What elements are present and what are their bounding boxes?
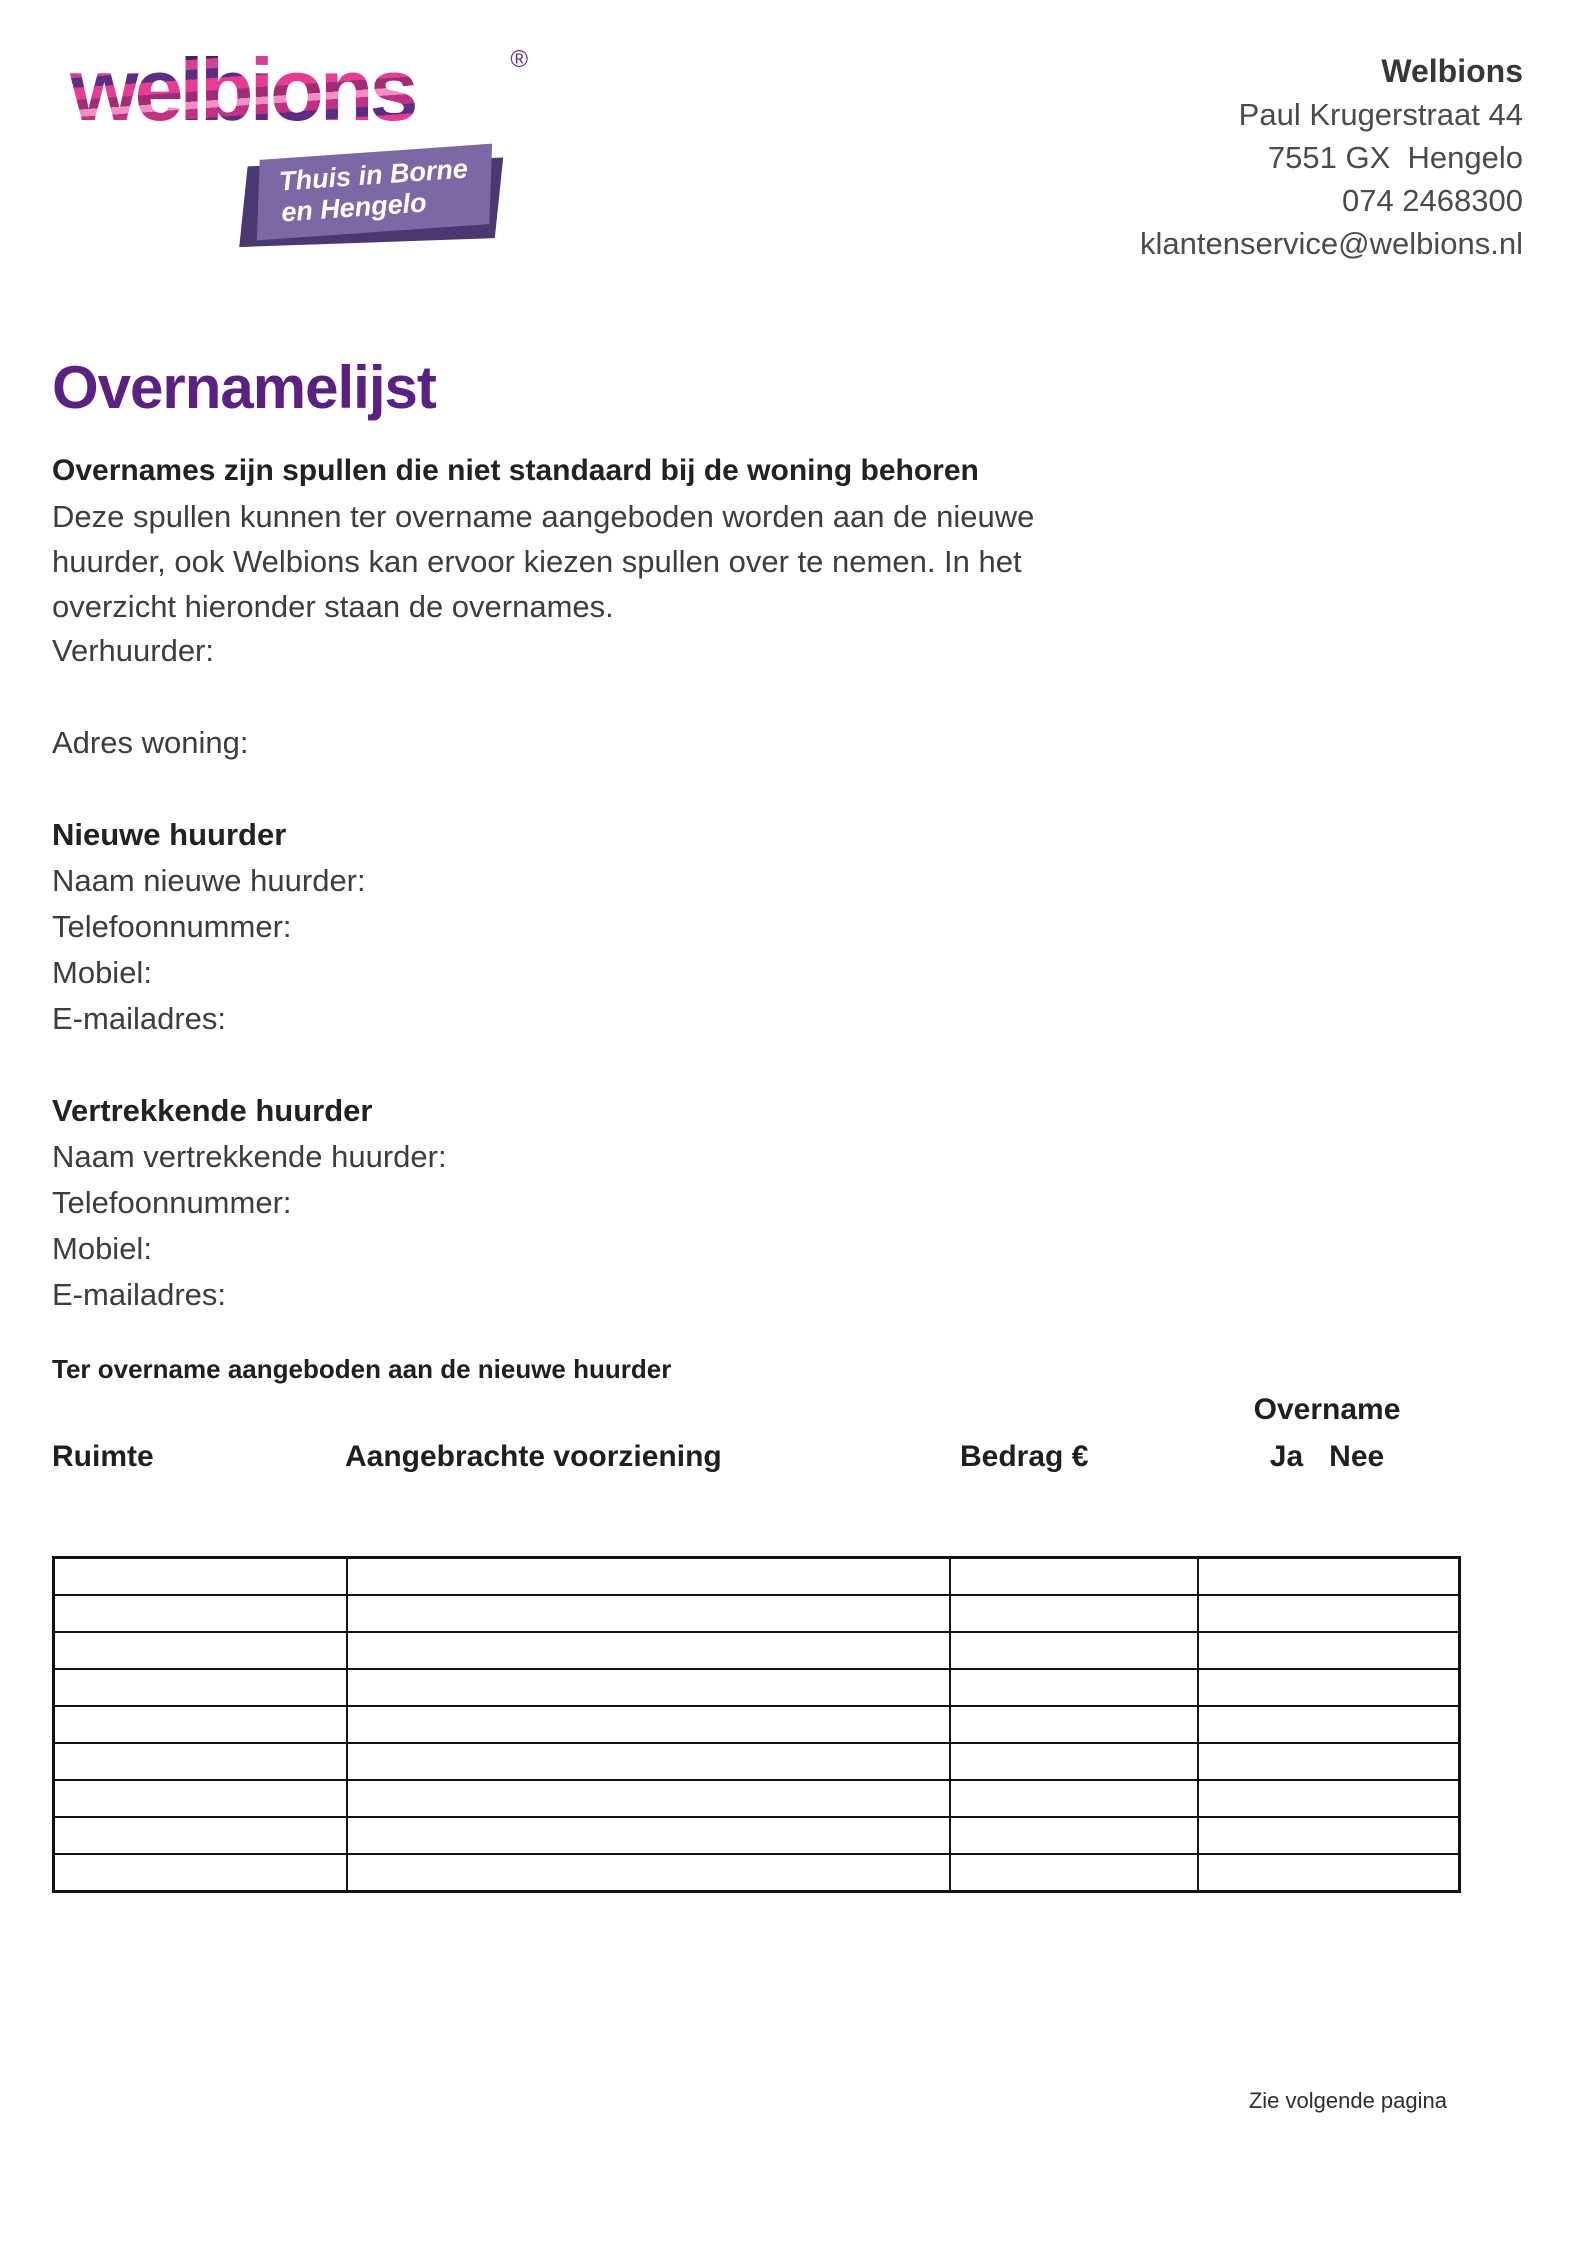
table-section-heading: Ter overname aangeboden aan de nieuwe huurder bbox=[52, 1354, 672, 1384]
table-cell-empty bbox=[54, 1780, 347, 1817]
table-cell-empty bbox=[950, 1854, 1198, 1892]
logo-wordmark-row bbox=[70, 40, 528, 140]
table-cell-empty bbox=[1198, 1706, 1460, 1743]
nieuwe-huurder-section bbox=[52, 812, 366, 1042]
table-cell-empty bbox=[950, 1669, 1198, 1706]
table-cell-empty bbox=[1198, 1854, 1460, 1892]
table-cell-empty bbox=[1198, 1743, 1460, 1780]
table-cell-empty bbox=[54, 1595, 347, 1632]
column-header-ja-nee bbox=[1196, 1436, 1458, 1478]
table-cell-empty bbox=[347, 1780, 950, 1817]
table-row bbox=[54, 1595, 1460, 1632]
column-header-nee: Nee bbox=[1329, 1440, 1385, 1473]
takeover-table bbox=[52, 1556, 1461, 1893]
adres-woning-row bbox=[52, 720, 248, 766]
table-cell-empty bbox=[54, 1854, 347, 1892]
table-cell-empty bbox=[950, 1817, 1198, 1854]
mobiel-label: Mobiel: bbox=[52, 1231, 152, 1266]
telefoonnummer-label: Telefoonnummer: bbox=[52, 1185, 292, 1220]
table-cell-empty bbox=[347, 1632, 950, 1669]
table-cell-empty bbox=[1198, 1780, 1460, 1817]
table-cell-empty bbox=[54, 1743, 347, 1780]
table-cell-empty bbox=[54, 1669, 347, 1706]
logo-tagline bbox=[278, 153, 471, 228]
welbions-logo bbox=[70, 40, 528, 240]
letterhead-email: klantenservice@welbions.nl bbox=[1140, 226, 1523, 261]
mobiel-label: Mobiel: bbox=[52, 955, 152, 990]
table-cell-empty bbox=[347, 1706, 950, 1743]
table-row bbox=[54, 1780, 1460, 1817]
table-cell-empty bbox=[347, 1817, 950, 1854]
column-header-bedrag: Bedrag € bbox=[960, 1440, 1089, 1473]
table-row bbox=[54, 1632, 1460, 1669]
table-cell-empty bbox=[950, 1780, 1198, 1817]
letterhead bbox=[1140, 50, 1523, 265]
intro-body: Deze spullen kunnen ter overname aangeboden worden aan de nieuwe huurder, ook Welbions kan ervoor kiezen spullen over te nemen. In het overzicht hieronder staan de overnames. bbox=[52, 499, 1035, 624]
page-title: Overnamelijst bbox=[52, 354, 436, 421]
letterhead-address-line2: 7551 GX Hengelo bbox=[1267, 140, 1523, 175]
table-cell-empty bbox=[950, 1632, 1198, 1669]
table-row bbox=[54, 1706, 1460, 1743]
table-row bbox=[54, 1669, 1460, 1706]
logo-wordmark: welbions bbox=[70, 40, 415, 139]
table-cell-empty bbox=[1198, 1817, 1460, 1854]
logo-tagline-banner bbox=[255, 144, 493, 240]
logo-tagline-line1: Thuis in Borne bbox=[278, 153, 469, 197]
table-cell-empty bbox=[54, 1817, 347, 1854]
column-header-ruimte: Ruimte bbox=[52, 1440, 154, 1473]
column-header-voorziening: Aangebrachte voorziening bbox=[345, 1440, 722, 1473]
intro-heading: Overnames zijn spullen die niet standaard bij de woning behoren bbox=[52, 454, 979, 487]
verhuurder-label: Verhuurder: bbox=[52, 633, 214, 668]
vertrekkende-huurder-heading: Vertrekkende huurder bbox=[52, 1093, 373, 1128]
table-cell-empty bbox=[54, 1706, 347, 1743]
table-cell-empty bbox=[347, 1743, 950, 1780]
overname-column-group-header: Overname bbox=[1253, 1393, 1401, 1426]
table-cell-empty bbox=[1198, 1558, 1460, 1596]
column-header-ja: Ja bbox=[1269, 1440, 1304, 1473]
logo-tagline-line2: en Hengelo bbox=[280, 187, 428, 228]
table-header-row bbox=[52, 1436, 1458, 1478]
adres-woning-label: Adres woning: bbox=[52, 725, 249, 760]
table-cell-empty bbox=[347, 1595, 950, 1632]
naam-nieuwe-huurder-label: Naam nieuwe huurder: bbox=[52, 863, 366, 898]
table-cell-empty bbox=[1198, 1632, 1460, 1669]
table-row bbox=[54, 1854, 1460, 1892]
table-cell-empty bbox=[950, 1558, 1198, 1596]
table-cell-empty bbox=[54, 1558, 347, 1596]
table-row bbox=[54, 1743, 1460, 1780]
emailadres-label: E-mailadres: bbox=[52, 1277, 226, 1312]
emailadres-label: E-mailadres: bbox=[52, 1001, 226, 1036]
letterhead-address-line1: Paul Krugerstraat 44 bbox=[1238, 97, 1523, 132]
letterhead-phone: 074 2468300 bbox=[1341, 183, 1523, 218]
telefoonnummer-label: Telefoonnummer: bbox=[52, 909, 292, 944]
table-cell-empty bbox=[950, 1706, 1198, 1743]
takeover-table-body bbox=[54, 1558, 1460, 1892]
table-cell-empty bbox=[347, 1558, 950, 1596]
next-page-note: Zie volgende pagina bbox=[1248, 2088, 1447, 2113]
nieuwe-huurder-heading: Nieuwe huurder bbox=[52, 817, 287, 852]
table-cell-empty bbox=[347, 1669, 950, 1706]
table-cell-empty bbox=[347, 1854, 950, 1892]
naam-vertrekkende-huurder-label: Naam vertrekkende huurder: bbox=[52, 1139, 447, 1174]
letterhead-company: Welbions bbox=[1381, 53, 1523, 89]
vertrekkende-huurder-section bbox=[52, 1088, 447, 1318]
table-cell-empty bbox=[950, 1595, 1198, 1632]
table-row bbox=[54, 1817, 1460, 1854]
table-cell-empty bbox=[1198, 1595, 1460, 1632]
table-cell-empty bbox=[54, 1632, 347, 1669]
registered-trademark-icon: ® bbox=[510, 46, 528, 73]
table-cell-empty bbox=[1198, 1669, 1460, 1706]
table-cell-empty bbox=[950, 1743, 1198, 1780]
banner-front-shape bbox=[257, 144, 492, 241]
verhuurder-row bbox=[52, 628, 214, 674]
table-row bbox=[54, 1558, 1460, 1596]
intro-section bbox=[52, 450, 1512, 629]
